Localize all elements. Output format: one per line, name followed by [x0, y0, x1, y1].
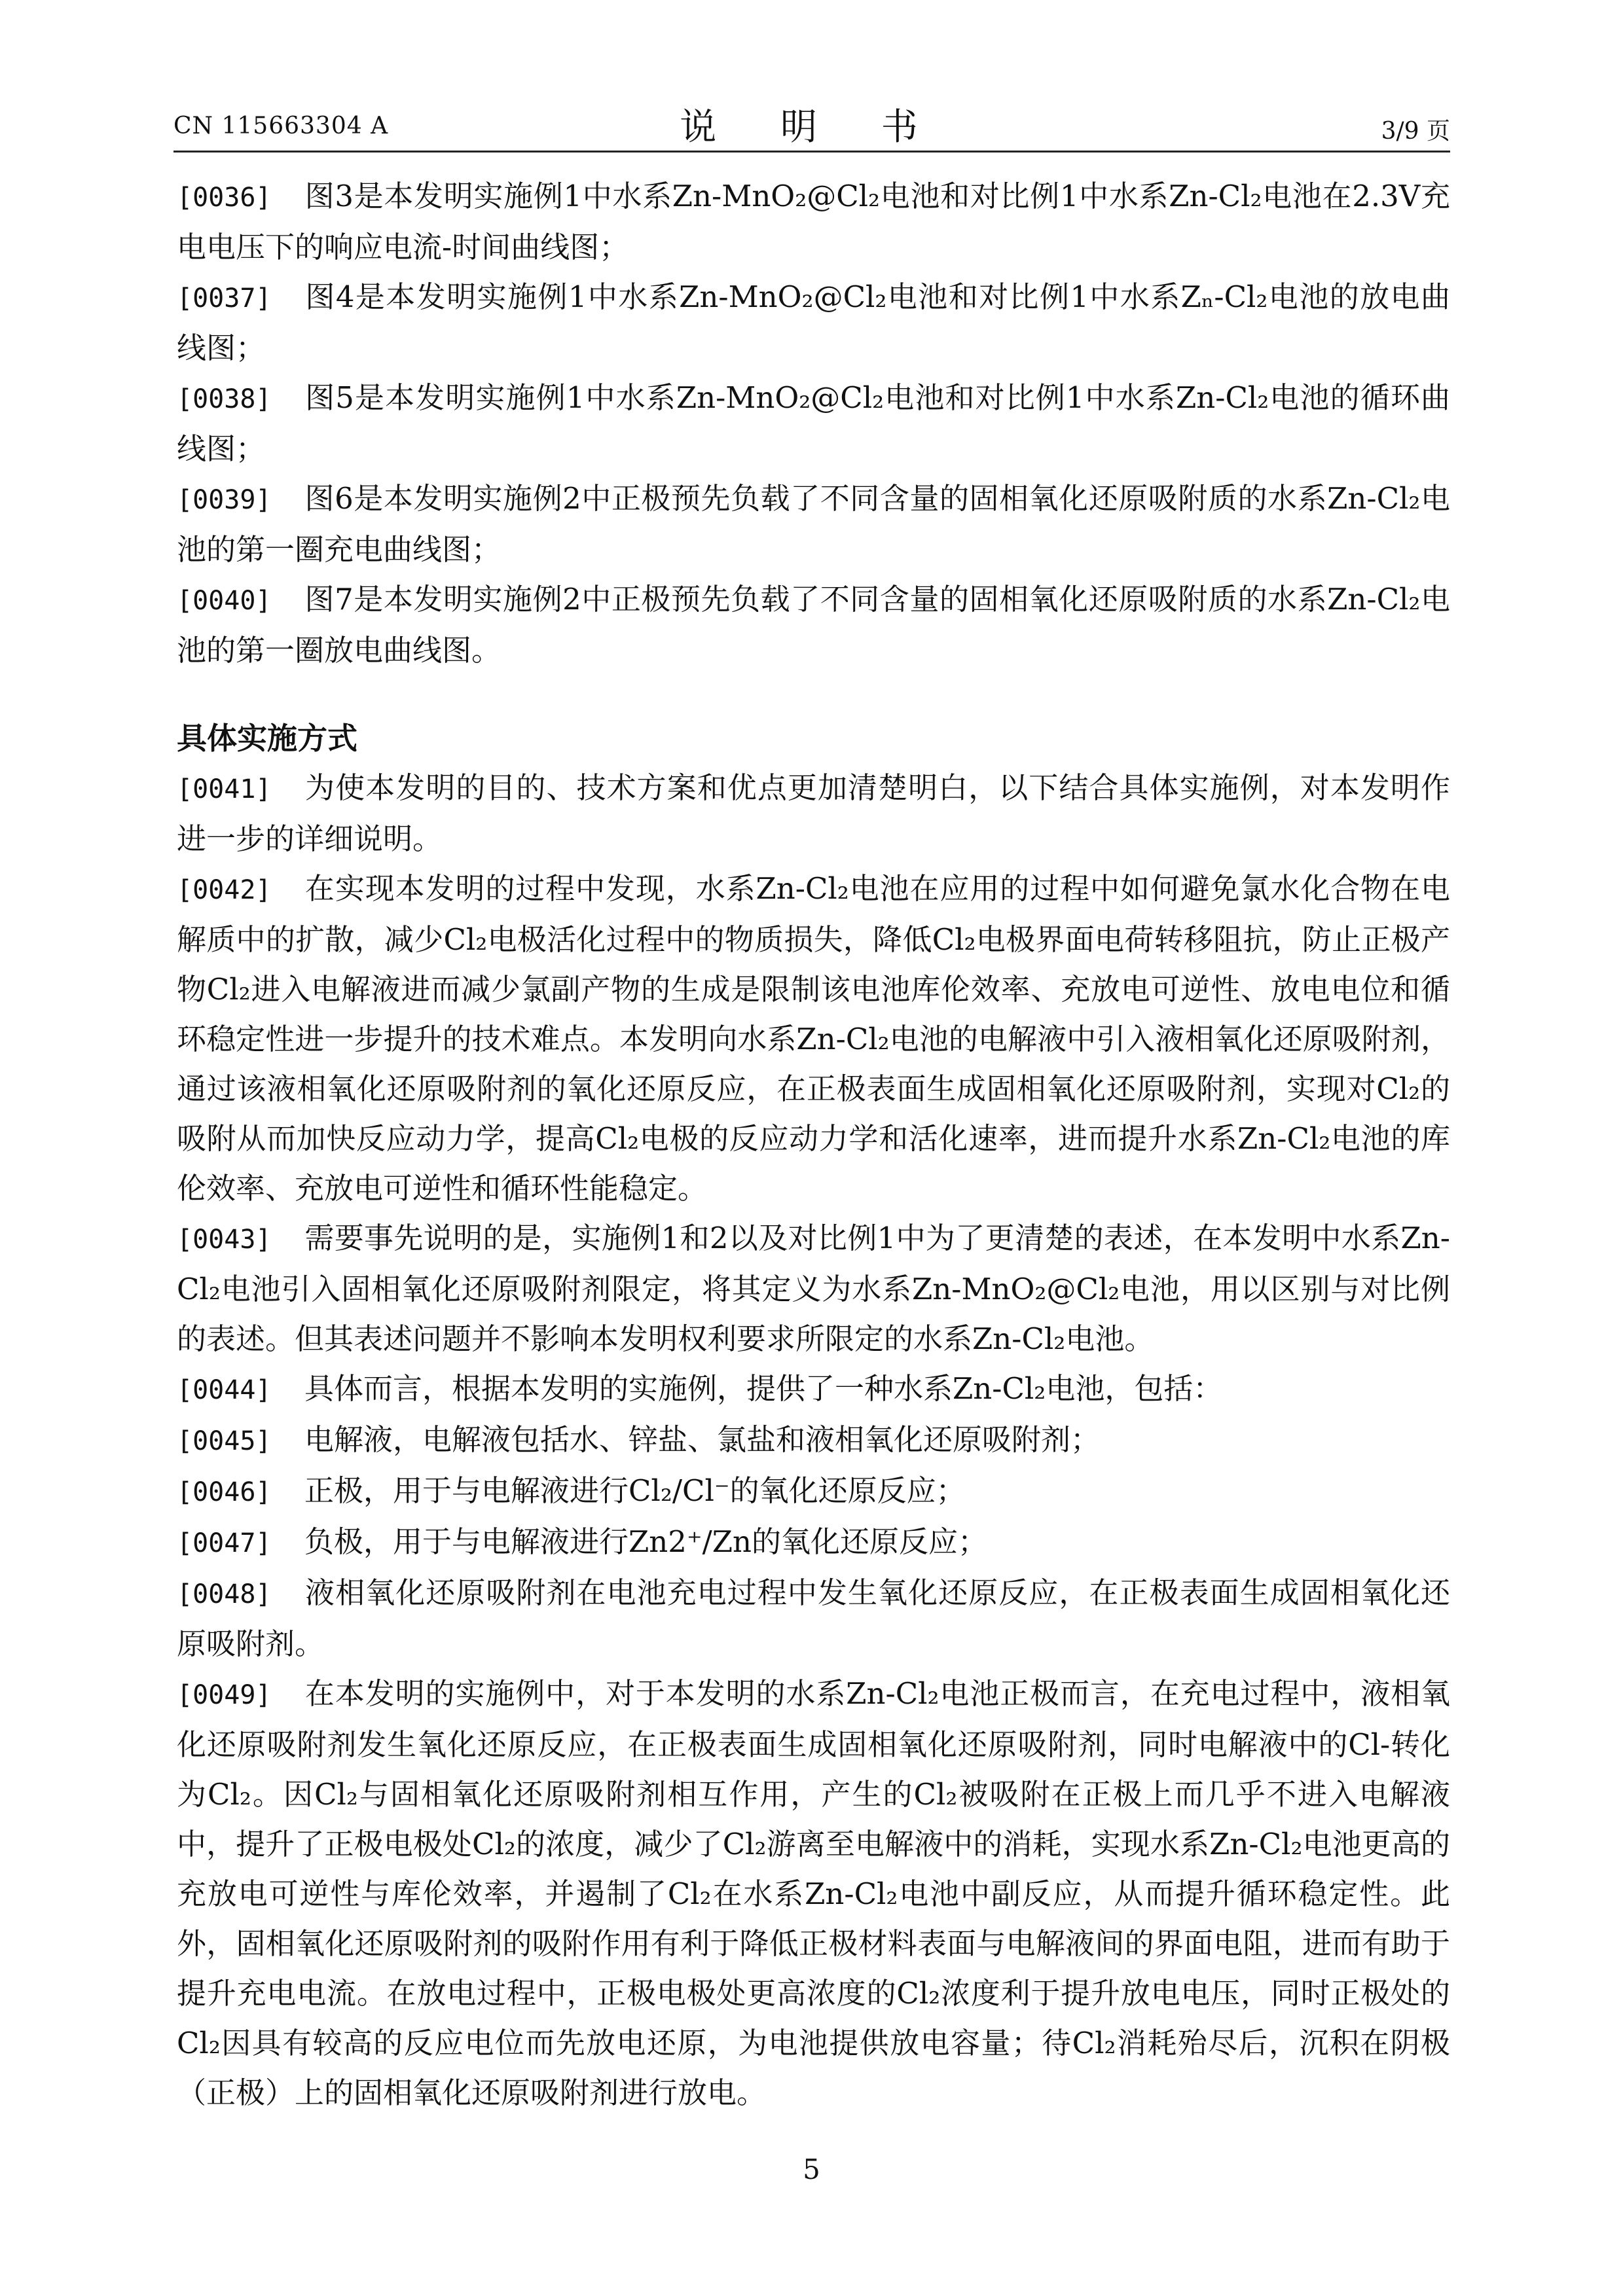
paragraph-number: [0037]	[177, 283, 272, 314]
paragraph	[177, 171, 1450, 272]
paragraph	[177, 272, 1450, 373]
paragraph-number: [0043]	[177, 1225, 272, 1255]
paragraph-number: [0041]	[177, 774, 272, 804]
paragraph-number: [0045]	[177, 1426, 272, 1456]
paragraph-number: [0049]	[177, 1680, 272, 1710]
paragraph	[177, 575, 1450, 675]
paragraph-text: 在实现本发明的过程中发现，水系Zn-Cl₂电池在应用的过程中如何避免氯水化合物在电解质中的扩散，减少Cl₂电极活化过程中的物质损失，降低Cl₂电极界面电荷转移阻抗，防止正极产物Cl₂进入电解液进而减少氯副产物的生成是限制该电池库伦效率、充放电可逆性、放电电位和循环稳定性进一步提升的技术难点。本发明向水系Zn-Cl₂电池的电解液中引入液相氧化还原吸附剂，通过该液相氧化还原吸附剂的氧化还原反应，在正极表面生成固相氧化还原吸附剂，实现对Cl₂的吸附从而加快反应动力学，提高Cl₂电极的反应动力学和活化速率，进而提升水系Zn-Cl₂电池的库伦效率、充放电可逆性和循环性能稳定。	[177, 871, 1450, 1206]
paragraph	[177, 864, 1450, 1213]
paragraph	[177, 1466, 1450, 1517]
paragraph-number: [0038]	[177, 384, 272, 414]
paragraph	[177, 1213, 1450, 1364]
paragraph-number: [0042]	[177, 875, 272, 905]
paragraph-number: [0046]	[177, 1477, 272, 1507]
paragraph-text: 需要事先说明的是，实施例1和2以及对比例1中为了更清楚的表述，在本发明中水系Zn-Cl₂电池引入固相氧化还原吸附剂限定，将其定义为水系Zn-MnO₂@Cl₂电池，用以区别与对比例的表述。但其表述问题并不影响本发明权利要求所限定的水系Zn-Cl₂电池。	[177, 1221, 1450, 1356]
paragraph-text: 在本发明的实施例中，对于本发明的水系Zn-Cl₂电池正极而言，在充电过程中，液相氧化还原吸附剂发生氧化还原反应，在正极表面生成固相氧化还原吸附剂，同时电解液中的Cl-转化为Cl₂。因Cl₂与固相氧化还原吸附剂相互作用，产生的Cl₂被吸附在正极上而几乎不进入电解液中，提升了正极电极处Cl₂的浓度，减少了Cl₂游离至电解液中的消耗，实现水系Zn-Cl₂电池更高的充放电可逆性与库伦效率，并遏制了Cl₂在水系Zn-Cl₂电池中副反应，从而提升循环稳定性。此外，固相氧化还原吸附剂的吸附作用有利于降低正极材料表面与电解液间的界面电阻，进而有助于提升充电电流。在放电过程中，正极电极处更高浓度的Cl₂浓度利于提升放电电压，同时正极处的Cl₂因具有较高的反应电位而先放电还原，为电池提供放电容量；待Cl₂消耗殆尽后，沉积在阴极（正极）上的固相氧化还原吸附剂进行放电。	[177, 1676, 1450, 2110]
page-info: 3/9 页	[1381, 118, 1450, 145]
paragraph	[177, 763, 1450, 864]
paragraph	[177, 474, 1450, 575]
page-header	[173, 98, 1450, 151]
paragraph-number: [0036]	[177, 183, 272, 213]
header-divider	[173, 151, 1450, 152]
paragraph-text: 图7是本发明实施例2中正极预先负载了不同含量的固相氧化还原吸附质的水系Zn-Cl₂电池的第一圈放电曲线图。	[177, 582, 1450, 668]
paragraph	[177, 1517, 1450, 1568]
paragraph-number: [0044]	[177, 1375, 272, 1405]
paragraph-text: 液相氧化还原吸附剂在电池充电过程中发生氧化还原反应，在正极表面生成固相氧化还原吸附剂。	[177, 1575, 1450, 1661]
paragraph-text: 正极，用于与电解液进行Cl₂/Cl⁻的氧化还原反应；	[304, 1473, 966, 1508]
paragraph-text: 图4是本发明实施例1中水系Zn-MnO₂@Cl₂电池和对比例1中水系Zₙ-Cl₂电池的放电曲线图；	[177, 279, 1450, 365]
paragraph-text: 电解液，电解液包括水、锌盐、氯盐和液相氧化还原吸附剂；	[304, 1422, 1101, 1457]
document-body	[177, 171, 1450, 2118]
paragraph	[177, 1415, 1450, 1466]
paragraph-number: [0040]	[177, 586, 272, 616]
paragraph	[177, 1568, 1450, 1669]
paragraph	[177, 1364, 1450, 1415]
paragraph-text: 图3是本发明实施例1中水系Zn-MnO₂@Cl₂电池和对比例1中水系Zn-Cl₂电池在2.3V充电电压下的响应电流-时间曲线图；	[177, 179, 1450, 264]
paragraph	[177, 1669, 1450, 2118]
paragraph-number: [0048]	[177, 1579, 272, 1609]
paragraph-number: [0047]	[177, 1528, 272, 1558]
paragraph	[177, 373, 1450, 474]
section-heading: 具体实施方式	[177, 721, 357, 756]
paragraph-text: 图5是本发明实施例1中水系Zn-MnO₂@Cl₂电池和对比例1中水系Zn-Cl₂电池的循环曲线图；	[177, 380, 1450, 466]
document-number: CN 115663304 A	[173, 113, 389, 139]
paragraph-text: 为使本发明的目的、技术方案和优点更加清楚明白，以下结合具体实施例，对本发明作进一步的详细说明。	[177, 770, 1450, 856]
paragraph-text: 负极，用于与电解液进行Zn2⁺/Zn的氧化还原反应；	[304, 1524, 988, 1559]
paragraph-number: [0039]	[177, 485, 272, 515]
page-number: 5	[803, 2153, 820, 2185]
paragraph-text: 具体而言，根据本发明的实施例，提供了一种水系Zn-Cl₂电池，包括：	[304, 1371, 1223, 1406]
document-title: 说 明 书	[680, 106, 944, 149]
paragraph-text: 图6是本发明实施例2中正极预先负载了不同含量的固相氧化还原吸附质的水系Zn-Cl₂电池的第一圈充电曲线图；	[177, 481, 1450, 567]
